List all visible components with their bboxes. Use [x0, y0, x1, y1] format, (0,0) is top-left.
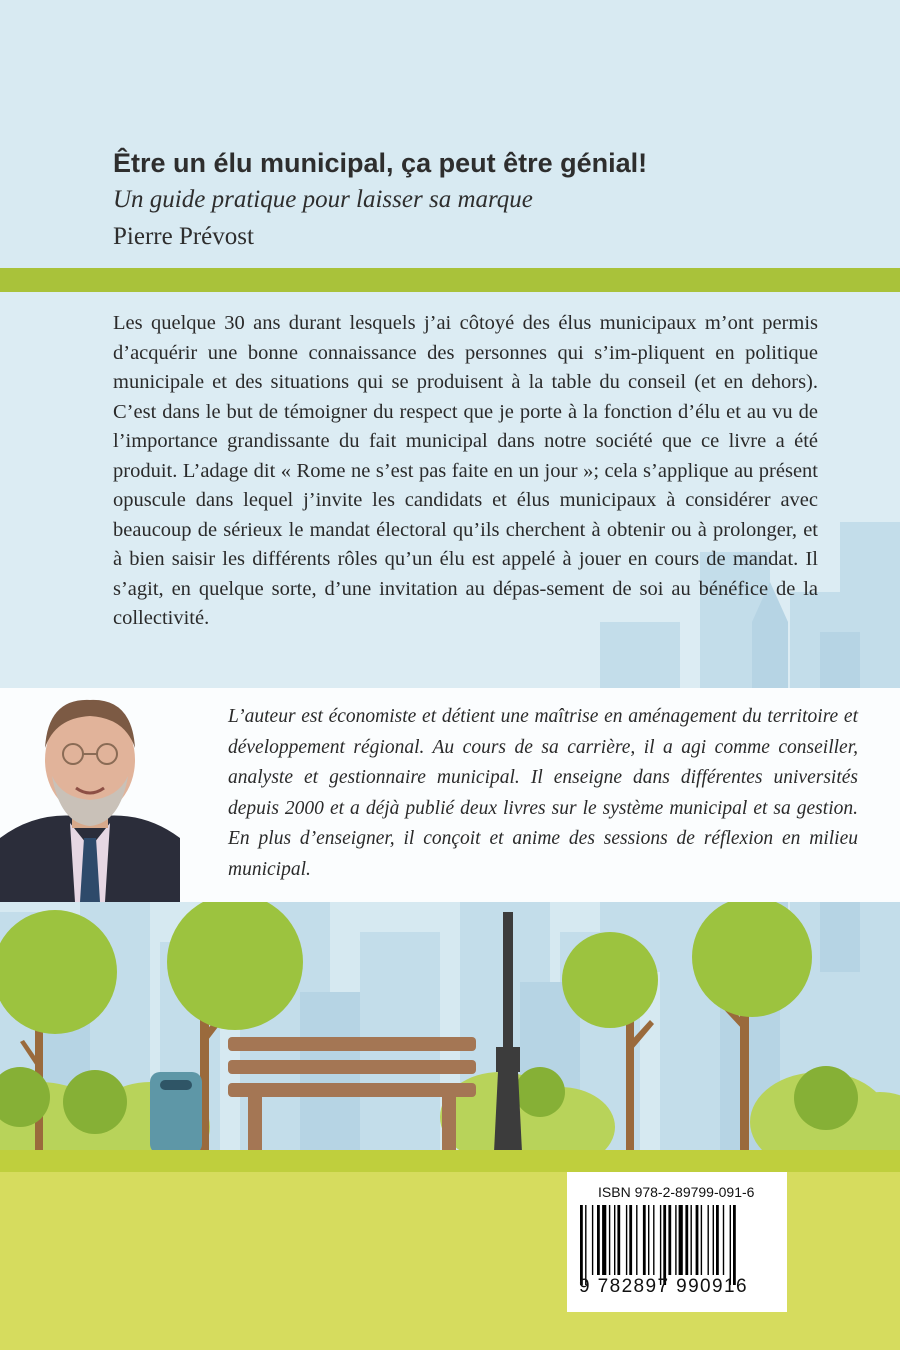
green-divider — [0, 268, 900, 292]
isbn-label: ISBN 978-2-89799-091-6 — [598, 1184, 755, 1200]
isbn-barcode — [578, 1205, 780, 1285]
barcode-digits: 9 782897 990916 — [579, 1276, 748, 1297]
book-title: Être un élu municipal, ça peut être génial! — [113, 148, 648, 178]
grass-edge — [0, 1150, 900, 1172]
park-scene-illustration — [0, 902, 900, 1172]
blurb-paragraph: Les quelque 30 ans durant lesquels j’ai côtoyé des élus municipaux m’ont permis d’acquérir une bonne connaissance des personnes qui s’im-pliquent en politique municipale et des situations qui se produisent à la table du conseil (et en dehors). C’est dans le but de témoigner du respect que je porte à la fonction d’élu et au vu de l’importance grandissante du fait municipal dans notre société que ce livre a été produit. L’adage dit « Rome ne s’est pas faite en un jour »; cela s’applique au présent opuscule dans lequel j’invite les candidats et élus municipaux à considérer avec beaucoup de sérieux le mandat électoral qu’ils cherchent à obtenir ou à prolonger, et à bien saisir les différents rôles qu’un élu est appelé à jouer en cours de mandat. Il s’agit, en quelque sorte, d’une invitation au dépas-sement de soi au bénéfice de la collectivité. — [113, 312, 818, 629]
author-name: Pierre Prévost — [113, 223, 254, 250]
author-bio: L’auteur est économiste et détient une maîtrise en aménagement du territoire et développement régional. Au cours de sa carrière, il a agi comme conseiller, analyste et gestionnaire municipal. Il enseigne dans différentes universités depuis 2000 et a déjà publié deux livres sur le système municipal et sa gestion. En plus d’enseigner, il conçoit et anime des sessions de réflexion en milieu municipal. — [228, 706, 858, 880]
author-portrait-photo — [0, 688, 180, 902]
book-subtitle: Un guide pratique pour laisser sa marque — [113, 186, 533, 213]
